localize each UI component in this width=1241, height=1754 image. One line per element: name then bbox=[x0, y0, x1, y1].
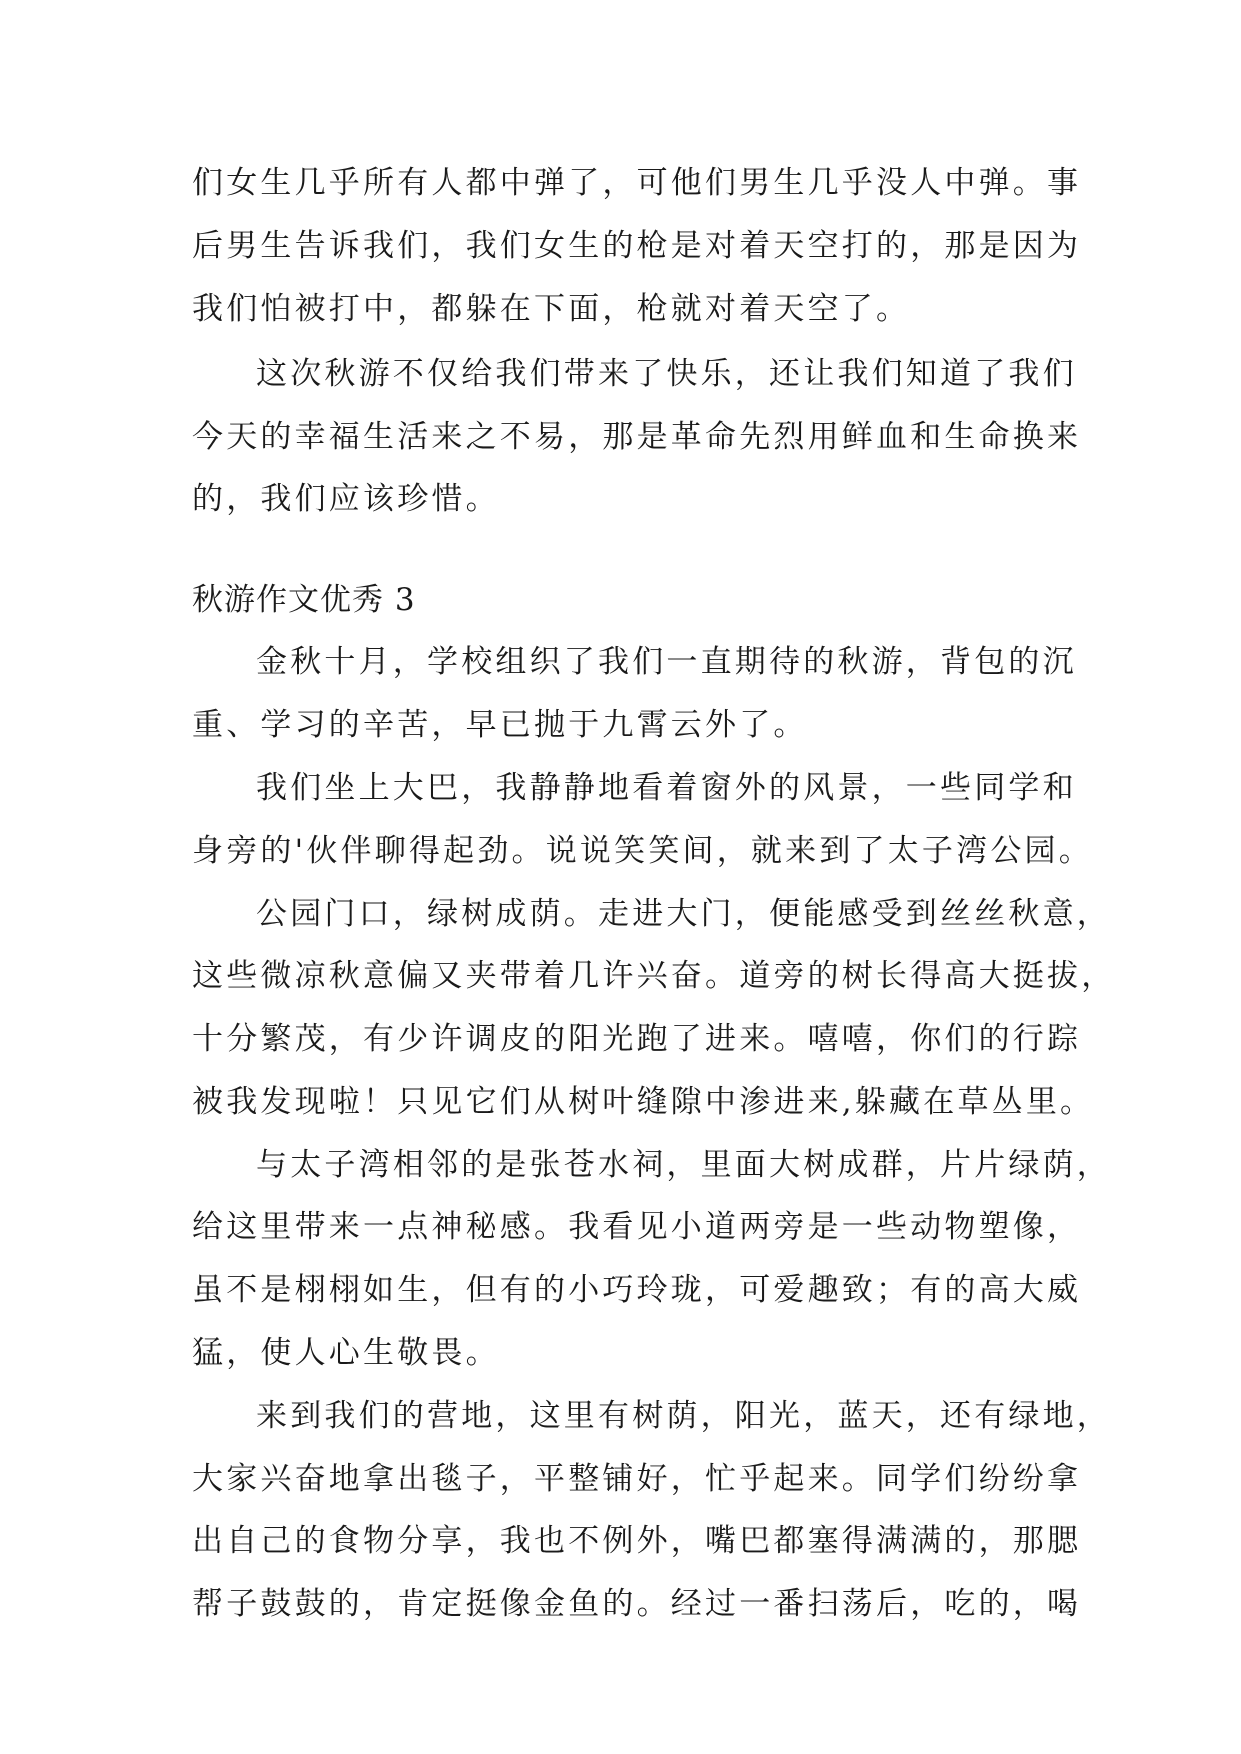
text-line: 我们怕被打中，都躲在下面，枪就对着天空了。 bbox=[192, 291, 911, 327]
text-line: 十分繁茂，有少许调皮的阳光跑了进来。嘻嘻，你们的行踪 bbox=[192, 1021, 1082, 1057]
text-line: 给这里带来一点神秘感。我看见小道两旁是一些动物塑像， bbox=[192, 1209, 1082, 1245]
text-line: 猛，使人心生敬畏。 bbox=[192, 1335, 500, 1371]
text-line: 帮子鼓鼓的，肯定挺像金鱼的。经过一番扫荡后，吃的，喝 bbox=[192, 1586, 1082, 1622]
text-line: 们女生几乎所有人都中弹了，可他们男生几乎没人中弹。事 bbox=[192, 165, 1082, 201]
paragraph-first-line: 金秋十月，学校组织了我们一直期待的秋游，背包的沉 bbox=[256, 644, 1077, 680]
text-line: 出自己的食物分享，我也不例外，嘴巴都塞得满满的，那腮 bbox=[192, 1523, 1082, 1559]
paragraph-first-line: 这次秋游不仅给我们带来了快乐，还让我们知道了我们 bbox=[256, 356, 1077, 392]
paragraph-first-line: 与太子湾相邻的是张苍水祠，里面大树成群，片片绿荫， bbox=[256, 1147, 1111, 1183]
text-line: 被我发现啦！只见它们从树叶缝隙中渗进来,躲藏在草丛里。 bbox=[192, 1084, 1095, 1120]
text-line: 这些微凉秋意偏又夹带着几许兴奋。道旁的树长得高大挺拔， bbox=[192, 958, 1116, 994]
text-line: 身旁的'伙伴聊得起劲。说说笑笑间，就来到了太子湾公园。 bbox=[192, 833, 1093, 869]
section-heading: 秋游作文优秀 3 bbox=[192, 582, 416, 618]
text-line: 大家兴奋地拿出毯子，平整铺好，忙乎起来。同学们纷纷拿 bbox=[192, 1461, 1082, 1497]
text-line: 的，我们应该珍惜。 bbox=[192, 481, 500, 517]
text-line: 今天的幸福生活来之不易，那是革命先烈用鲜血和生命换来 bbox=[192, 419, 1082, 455]
text-line: 后男生告诉我们，我们女生的枪是对着天空打的，那是因为 bbox=[192, 228, 1082, 264]
paragraph-first-line: 我们坐上大巴，我静静地看着窗外的风景，一些同学和 bbox=[256, 770, 1077, 806]
text-line: 重、学习的辛苦，早已抛于九霄云外了。 bbox=[192, 707, 808, 743]
text-line: 虽不是栩栩如生，但有的小巧玲珑，可爱趣致；有的高大威 bbox=[192, 1272, 1082, 1308]
paragraph-first-line: 公园门口，绿树成荫。走进大门，便能感受到丝丝秋意， bbox=[256, 896, 1111, 932]
paragraph-first-line: 来到我们的营地，这里有树荫，阳光，蓝天，还有绿地， bbox=[256, 1398, 1111, 1434]
